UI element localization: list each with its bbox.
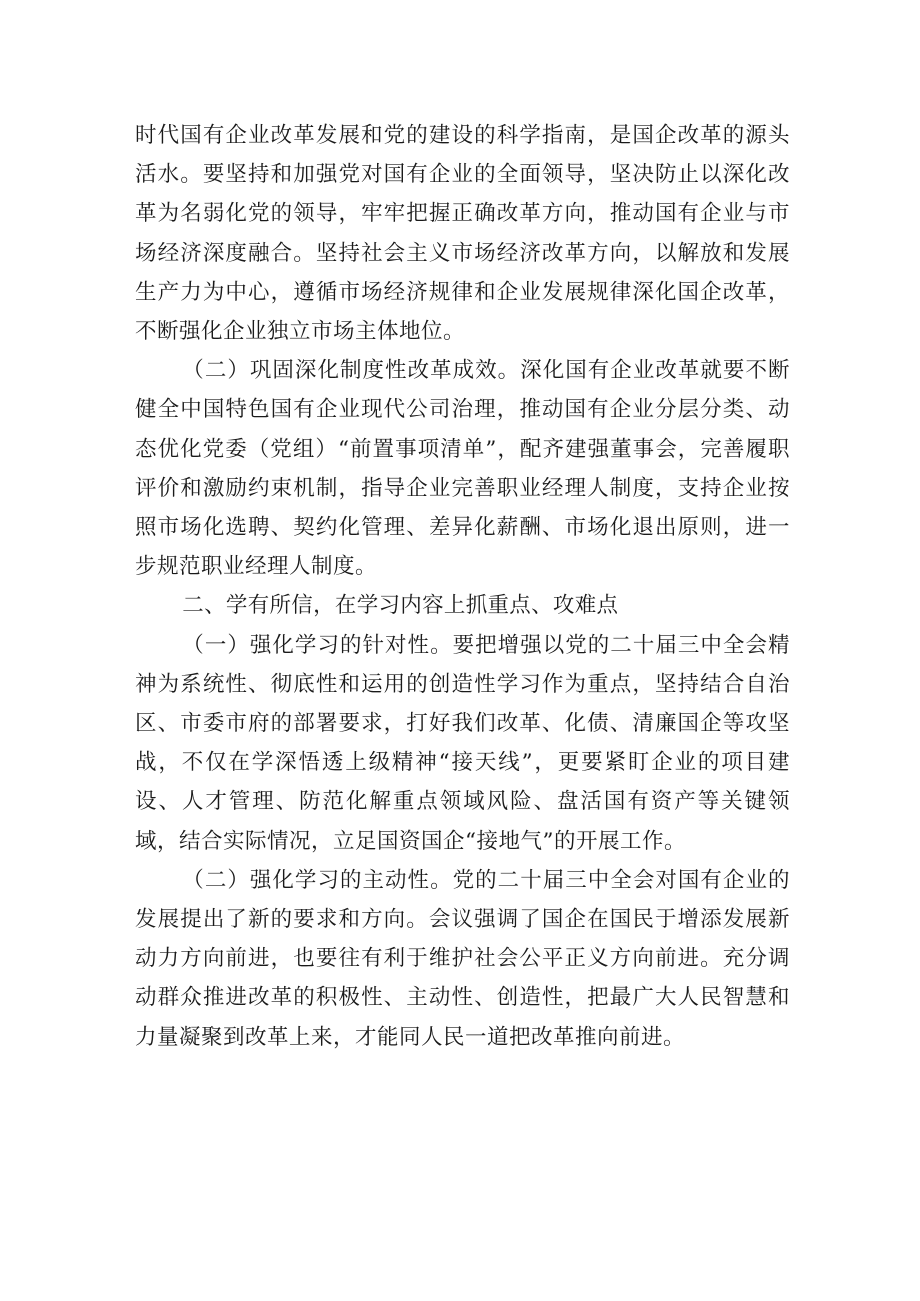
- paragraph-consolidate-reform: （二）巩固深化制度性改革成效。深化国有企业改革就要不断健全中国特色国有企业现代公司治理，推动国有企业分层分类、动态优化党委（党组）“前置事项清单”，配齐建强董事会，完善履职评价和激励约束机制，指导企业完善职业经理人制度，支持企业按照市场化选聘、契约化管理、差异化薪酬、市场化退出原则，进一步规范职业经理人制度。: [135, 358, 790, 580]
- paragraph-learning-targeted: （一）强化学习的针对性。要把增强以党的二十届三中全会精神为系统性、彻底性和运用的创造性学习作为重点，坚持结合自治区、市委市府的部署要求，打好我们改革、化债、清廉国企等攻坚战，不仅在学深悟透上级精神“接天线”，更要紧盯企业的项目建设、人才管理、防范化解重点领域风险、盘活国有资产等关键领域，结合实际情况，立足国资国企“接地气”的开展工作。: [135, 632, 790, 854]
- section-heading-2: 二、学有所信，在学习内容上抓重点、攻难点: [182, 593, 619, 619]
- document-page: [135, 116, 790, 1057]
- paragraph-learning-initiative: （二）强化学习的主动性。党的二十届三中全会对国有企业的发展提出了新的要求和方向。会议强调了国企在国民于增添发展新动力方向前进，也要往有利于维护社会公平正义方向前进。充分调动群众推进改革的积极性、主动性、创造性，把最广大人民智慧和力量凝聚到改革上来，才能同人民一道把改革推向前进。: [135, 867, 790, 1050]
- paragraph-continued: 时代国有企业改革发展和党的建设的科学指南，是国企改革的源头活水。要坚持和加强党对国有企业的全面领导，坚决防止以深化改革为名弱化党的领导，牢牢把握正确改革方向，推动国有企业与市场经济深度融合。坚持社会主义市场经济改革方向，以解放和发展生产力为中心，遵循市场经济规律和企业发展规律深化国企改革，不断强化企业独立市场主体地位。: [135, 123, 790, 345]
